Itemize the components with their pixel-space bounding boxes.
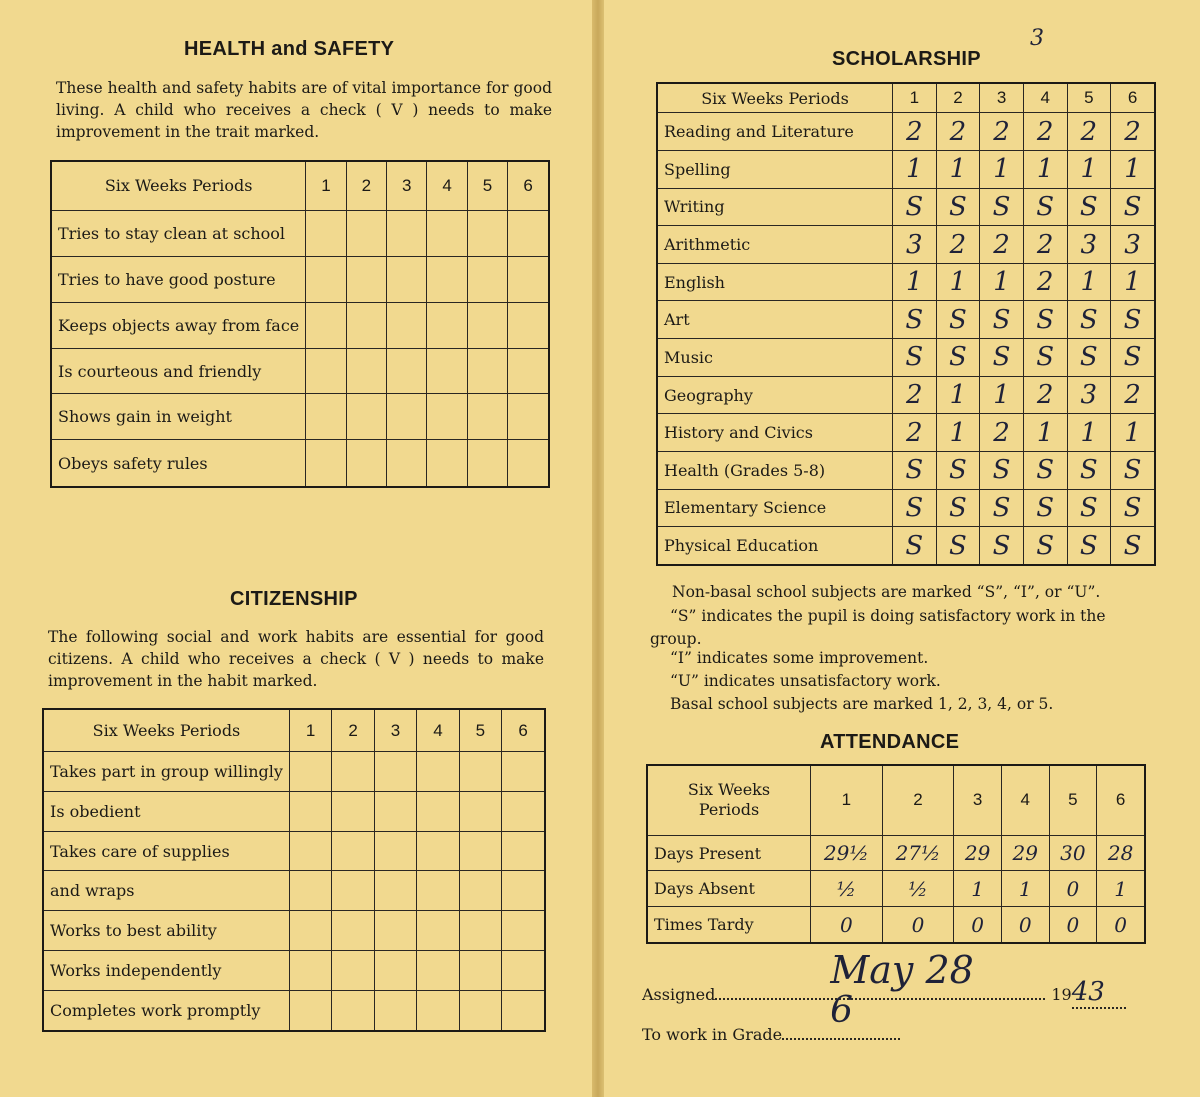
table-row xyxy=(43,791,545,831)
attendance-cell: 0 xyxy=(882,907,954,943)
grade-cell: S xyxy=(893,527,937,565)
health-title: HEALTH and SAFETY xyxy=(184,38,395,60)
grade-cell: 2 xyxy=(936,226,980,264)
attendance-row xyxy=(647,907,1145,943)
check-cell xyxy=(459,990,501,1031)
grade-cell: S xyxy=(936,301,980,339)
attendance-cell: 1 xyxy=(1097,871,1145,907)
health-intro: These health and safety habits are of vital importance for good living. A child who receives a check ( V ) needs to make improvement in the trait marked. xyxy=(56,79,552,141)
period-2-header: 2 xyxy=(346,161,386,210)
grade-cell: S xyxy=(1067,339,1111,377)
attendance-cell: ½ xyxy=(882,871,954,907)
table-row xyxy=(51,210,549,256)
trait-label: Is obedient xyxy=(43,791,289,831)
table-row xyxy=(43,871,545,911)
grade-cell: 1 xyxy=(1111,263,1155,301)
check-cell xyxy=(332,831,374,871)
grade-cell: 1 xyxy=(936,263,980,301)
header-row xyxy=(43,709,545,752)
check-cell xyxy=(502,831,545,871)
subject-row xyxy=(657,527,1155,565)
check-cell xyxy=(289,791,331,831)
subject-label: Physical Education xyxy=(657,527,893,565)
assigned-line xyxy=(642,948,1126,1009)
check-cell xyxy=(387,256,427,302)
trait-label: Works independently xyxy=(43,950,289,990)
check-cell xyxy=(346,302,386,348)
check-cell xyxy=(427,256,467,302)
subject-label: Elementary Science xyxy=(657,489,893,527)
check-cell xyxy=(374,871,416,911)
trait-label: Obeys safety rules xyxy=(51,440,306,487)
attendance-title: ATTENDANCE xyxy=(820,731,960,753)
grade-cell: 3 xyxy=(1111,226,1155,264)
grade-cell: S xyxy=(893,301,937,339)
grade-cell: 1 xyxy=(1067,151,1111,189)
grade-cell: 1 xyxy=(980,151,1024,189)
period-6-header: 6 xyxy=(508,161,549,210)
grade-cell: 2 xyxy=(1111,376,1155,414)
subject-row xyxy=(657,489,1155,527)
grade-cell: S xyxy=(1023,339,1067,377)
grade-cell: 1 xyxy=(980,376,1024,414)
check-cell xyxy=(332,871,374,911)
page-fold xyxy=(592,0,604,1097)
grade-cell: 1 xyxy=(893,263,937,301)
grade-cell: S xyxy=(1111,451,1155,489)
grade-cell: S xyxy=(1023,527,1067,565)
check-cell xyxy=(467,394,507,440)
check-cell xyxy=(289,831,331,871)
corner-page-number: 3 xyxy=(1030,26,1044,51)
subject-label: Writing xyxy=(657,188,893,226)
check-cell xyxy=(502,950,545,990)
trait-label: Tries to have good posture xyxy=(51,256,306,302)
subject-row xyxy=(657,113,1155,151)
check-cell xyxy=(387,210,427,256)
subject-label: Arithmetic xyxy=(657,226,893,264)
period-5-header: 5 xyxy=(1049,765,1097,835)
table-row xyxy=(51,348,549,394)
subject-row xyxy=(657,414,1155,452)
table-row xyxy=(51,394,549,440)
table-row xyxy=(43,831,545,871)
check-cell xyxy=(306,210,346,256)
trait-label: Is courteous and friendly xyxy=(51,348,306,394)
grade-cell: S xyxy=(980,527,1024,565)
grade-cell: S xyxy=(893,339,937,377)
note-unsatisfactory: “U” indicates unsatisfactory work. xyxy=(670,672,941,690)
period-6-header: 6 xyxy=(1097,765,1145,835)
grade-cell: S xyxy=(893,188,937,226)
check-cell xyxy=(387,394,427,440)
check-cell xyxy=(459,911,501,951)
table-row xyxy=(43,752,545,792)
grade-cell: 2 xyxy=(1023,226,1067,264)
check-cell xyxy=(467,210,507,256)
check-cell xyxy=(346,256,386,302)
attendance-cell: 0 xyxy=(1049,907,1097,943)
check-cell xyxy=(374,752,416,792)
grade-cell: 3 xyxy=(1067,376,1111,414)
grade-cell: S xyxy=(980,188,1024,226)
check-cell xyxy=(427,348,467,394)
grade-cell: S xyxy=(1067,301,1111,339)
check-cell xyxy=(306,348,346,394)
scholarship-title: SCHOLARSHIP xyxy=(832,48,981,70)
attendance-cell: 29 xyxy=(1001,835,1049,871)
check-cell xyxy=(467,348,507,394)
citizenship-table xyxy=(42,708,546,1032)
grade-label: To work in Grade xyxy=(642,1025,783,1044)
attendance-cell: 30 xyxy=(1049,835,1097,871)
grade-value: 6 xyxy=(830,990,853,1031)
grade-cell: S xyxy=(1067,527,1111,565)
check-cell xyxy=(459,950,501,990)
grade-cell: S xyxy=(893,489,937,527)
check-cell xyxy=(374,831,416,871)
table-row xyxy=(43,990,545,1031)
check-cell xyxy=(346,394,386,440)
subject-row xyxy=(657,339,1155,377)
grade-cell: S xyxy=(980,489,1024,527)
grade-cell: S xyxy=(1067,188,1111,226)
check-cell xyxy=(467,256,507,302)
assigned-date: May 28 xyxy=(830,948,974,992)
check-cell xyxy=(508,210,549,256)
period-1-header: 1 xyxy=(893,83,937,113)
period-5-header: 5 xyxy=(467,161,507,210)
period-1-header: 1 xyxy=(811,765,883,835)
grade-cell: S xyxy=(1111,188,1155,226)
subject-row xyxy=(657,188,1155,226)
header-row xyxy=(657,83,1155,113)
grade-cell: S xyxy=(936,339,980,377)
grade-cell: S xyxy=(1023,301,1067,339)
table-row xyxy=(51,440,549,487)
grade-cell: 2 xyxy=(980,113,1024,151)
attendance-row xyxy=(647,835,1145,871)
grade-cell: S xyxy=(936,451,980,489)
subject-label: English xyxy=(657,263,893,301)
table-row xyxy=(51,302,549,348)
attendance-cell: 28 xyxy=(1097,835,1145,871)
attendance-row xyxy=(647,871,1145,907)
check-cell xyxy=(306,256,346,302)
trait-label: and wraps xyxy=(43,871,289,911)
grade-cell: 2 xyxy=(1023,263,1067,301)
check-cell xyxy=(427,210,467,256)
scholarship-table xyxy=(656,82,1156,566)
attendance-cell: 29 xyxy=(954,835,1002,871)
period-2-header: 2 xyxy=(936,83,980,113)
check-cell xyxy=(332,950,374,990)
check-cell xyxy=(417,950,459,990)
note-satisfactory: “S” indicates the pupil is doing satisfactory work in the group. xyxy=(650,607,1106,648)
attendance-cell: 1 xyxy=(954,871,1002,907)
check-cell xyxy=(467,440,507,487)
assigned-label: Assigned xyxy=(642,985,716,1004)
grade-cell: S xyxy=(936,489,980,527)
grade-cell: 1 xyxy=(1023,414,1067,452)
subject-row xyxy=(657,151,1155,189)
check-cell xyxy=(508,302,549,348)
grade-cell: 1 xyxy=(1023,151,1067,189)
year-prefix: 19 xyxy=(1051,985,1072,1004)
attendance-label: Times Tardy xyxy=(647,907,811,943)
check-cell xyxy=(502,990,545,1031)
subject-label: Geography xyxy=(657,376,893,414)
header-row xyxy=(51,161,549,210)
table-row xyxy=(43,911,545,951)
periods-header-line2: Periods xyxy=(698,800,760,820)
grade-cell: 1 xyxy=(1111,151,1155,189)
grade-cell: 1 xyxy=(980,263,1024,301)
period-3-header: 3 xyxy=(954,765,1002,835)
check-cell xyxy=(508,394,549,440)
citizenship-title: CITIZENSHIP xyxy=(230,588,358,610)
trait-label: Completes work promptly xyxy=(43,990,289,1031)
grade-cell: S xyxy=(1111,489,1155,527)
check-cell xyxy=(459,752,501,792)
grade-cell: S xyxy=(893,451,937,489)
check-cell xyxy=(306,440,346,487)
check-cell xyxy=(502,911,545,951)
attendance-cell: 0 xyxy=(954,907,1002,943)
attendance-table xyxy=(646,764,1146,944)
check-cell xyxy=(417,990,459,1031)
grade-cell: S xyxy=(1067,451,1111,489)
period-2-header: 2 xyxy=(882,765,954,835)
check-cell xyxy=(289,950,331,990)
period-5-header: 5 xyxy=(1067,83,1111,113)
trait-label: Tries to stay clean at school xyxy=(51,210,306,256)
check-cell xyxy=(459,871,501,911)
subject-row xyxy=(657,226,1155,264)
grade-cell: S xyxy=(1111,301,1155,339)
grade-cell: 2 xyxy=(1111,113,1155,151)
attendance-label: Days Present xyxy=(647,835,811,871)
attendance-cell: 0 xyxy=(1001,907,1049,943)
grade-cell: 1 xyxy=(893,151,937,189)
check-cell xyxy=(467,302,507,348)
check-cell xyxy=(332,990,374,1031)
grade-cell: 1 xyxy=(1067,414,1111,452)
attendance-cell: 29½ xyxy=(811,835,883,871)
periods-header: Six Weeks Periods xyxy=(43,709,289,752)
period-5-header: 5 xyxy=(459,709,501,752)
check-cell xyxy=(417,752,459,792)
subject-label: Reading and Literature xyxy=(657,113,893,151)
grade-cell: 2 xyxy=(893,414,937,452)
check-cell xyxy=(387,348,427,394)
check-cell xyxy=(502,752,545,792)
grade-cell: 2 xyxy=(980,414,1024,452)
trait-label: Takes part in group willingly xyxy=(43,752,289,792)
check-cell xyxy=(417,791,459,831)
periods-header: Six Weeks Periods xyxy=(657,83,893,113)
attendance-cell: 0 xyxy=(1049,871,1097,907)
grade-cell: S xyxy=(980,301,1024,339)
check-cell xyxy=(374,950,416,990)
subject-label: History and Civics xyxy=(657,414,893,452)
check-cell xyxy=(387,302,427,348)
trait-label: Takes care of supplies xyxy=(43,831,289,871)
grade-cell: 2 xyxy=(893,376,937,414)
grade-cell: 2 xyxy=(1023,376,1067,414)
check-cell xyxy=(289,911,331,951)
check-cell xyxy=(427,302,467,348)
period-4-header: 4 xyxy=(427,161,467,210)
check-cell xyxy=(374,990,416,1031)
check-cell xyxy=(332,911,374,951)
year-suffix: 43 xyxy=(1072,977,1126,1009)
grade-cell: 1 xyxy=(936,151,980,189)
attendance-cell: 0 xyxy=(811,907,883,943)
grade-cell: 2 xyxy=(893,113,937,151)
attendance-cell: 1 xyxy=(1001,871,1049,907)
trait-label: Works to best ability xyxy=(43,911,289,951)
check-cell xyxy=(374,791,416,831)
grade-cell: S xyxy=(980,339,1024,377)
check-cell xyxy=(417,871,459,911)
period-6-header: 6 xyxy=(502,709,545,752)
period-4-header: 4 xyxy=(1001,765,1049,835)
citizenship-intro: The following social and work habits are essential for good citizens. A child who receives a check ( V ) needs to make improvement in the habit marked. xyxy=(48,628,544,690)
period-1-header: 1 xyxy=(289,709,331,752)
grade-cell: 2 xyxy=(1067,113,1111,151)
grade-cell: 1 xyxy=(936,414,980,452)
grade-cell: S xyxy=(1111,339,1155,377)
check-cell xyxy=(508,348,549,394)
table-row xyxy=(43,950,545,990)
subject-row xyxy=(657,376,1155,414)
check-cell xyxy=(387,440,427,487)
check-cell xyxy=(374,911,416,951)
check-cell xyxy=(346,210,386,256)
grade-cell: 2 xyxy=(1023,113,1067,151)
health-table xyxy=(50,160,550,488)
period-4-header: 4 xyxy=(417,709,459,752)
grade-cell: S xyxy=(1023,451,1067,489)
note-basal: Basal school subjects are marked 1, 2, 3, 4, or 5. xyxy=(670,695,1054,713)
check-cell xyxy=(332,791,374,831)
check-cell xyxy=(306,394,346,440)
subject-label: Music xyxy=(657,339,893,377)
grade-cell: S xyxy=(1023,188,1067,226)
note-improvement: “I” indicates some improvement. xyxy=(670,649,929,667)
subject-label: Art xyxy=(657,301,893,339)
grade-cell: 1 xyxy=(936,376,980,414)
grade-cell: S xyxy=(936,527,980,565)
period-3-header: 3 xyxy=(980,83,1024,113)
check-cell xyxy=(289,990,331,1031)
check-cell xyxy=(459,791,501,831)
attendance-label: Days Absent xyxy=(647,871,811,907)
grade-cell: S xyxy=(1067,489,1111,527)
periods-header: Six Weeks Periods xyxy=(51,161,306,210)
grade-cell: 1 xyxy=(1067,263,1111,301)
check-cell xyxy=(502,791,545,831)
check-cell xyxy=(427,440,467,487)
subject-row xyxy=(657,451,1155,489)
period-1-header: 1 xyxy=(306,161,346,210)
periods-header xyxy=(647,765,811,835)
check-cell xyxy=(346,348,386,394)
note-nonbasal: Non-basal school subjects are marked “S”, “I”, or “U”. xyxy=(672,583,1101,601)
grade-cell: S xyxy=(1111,527,1155,565)
check-cell xyxy=(508,440,549,487)
grade-cell: 1 xyxy=(1111,414,1155,452)
attendance-cell: 27½ xyxy=(882,835,954,871)
subject-row xyxy=(657,263,1155,301)
trait-label: Shows gain in weight xyxy=(51,394,306,440)
subject-label: Spelling xyxy=(657,151,893,189)
period-4-header: 4 xyxy=(1023,83,1067,113)
subject-label: Health (Grades 5-8) xyxy=(657,451,893,489)
check-cell xyxy=(346,440,386,487)
periods-header-line1: Six Weeks xyxy=(687,780,771,800)
check-cell xyxy=(306,302,346,348)
check-cell xyxy=(417,831,459,871)
check-cell xyxy=(502,871,545,911)
period-3-header: 3 xyxy=(374,709,416,752)
check-cell xyxy=(508,256,549,302)
grade-cell: S xyxy=(980,451,1024,489)
period-3-header: 3 xyxy=(387,161,427,210)
subject-row xyxy=(657,301,1155,339)
grade-cell: S xyxy=(1023,489,1067,527)
grade-cell: 2 xyxy=(980,226,1024,264)
check-cell xyxy=(417,911,459,951)
check-cell xyxy=(427,394,467,440)
check-cell xyxy=(459,831,501,871)
period-2-header: 2 xyxy=(332,709,374,752)
table-row xyxy=(51,256,549,302)
check-cell xyxy=(289,871,331,911)
grade-cell: S xyxy=(936,188,980,226)
header-row xyxy=(647,765,1145,835)
grade-cell: 3 xyxy=(893,226,937,264)
attendance-cell: ½ xyxy=(811,871,883,907)
trait-label: Keeps objects away from face xyxy=(51,302,306,348)
grade-cell: 2 xyxy=(936,113,980,151)
attendance-cell: 0 xyxy=(1097,907,1145,943)
check-cell xyxy=(332,752,374,792)
period-6-header: 6 xyxy=(1111,83,1155,113)
check-cell xyxy=(289,752,331,792)
grade-cell: 3 xyxy=(1067,226,1111,264)
